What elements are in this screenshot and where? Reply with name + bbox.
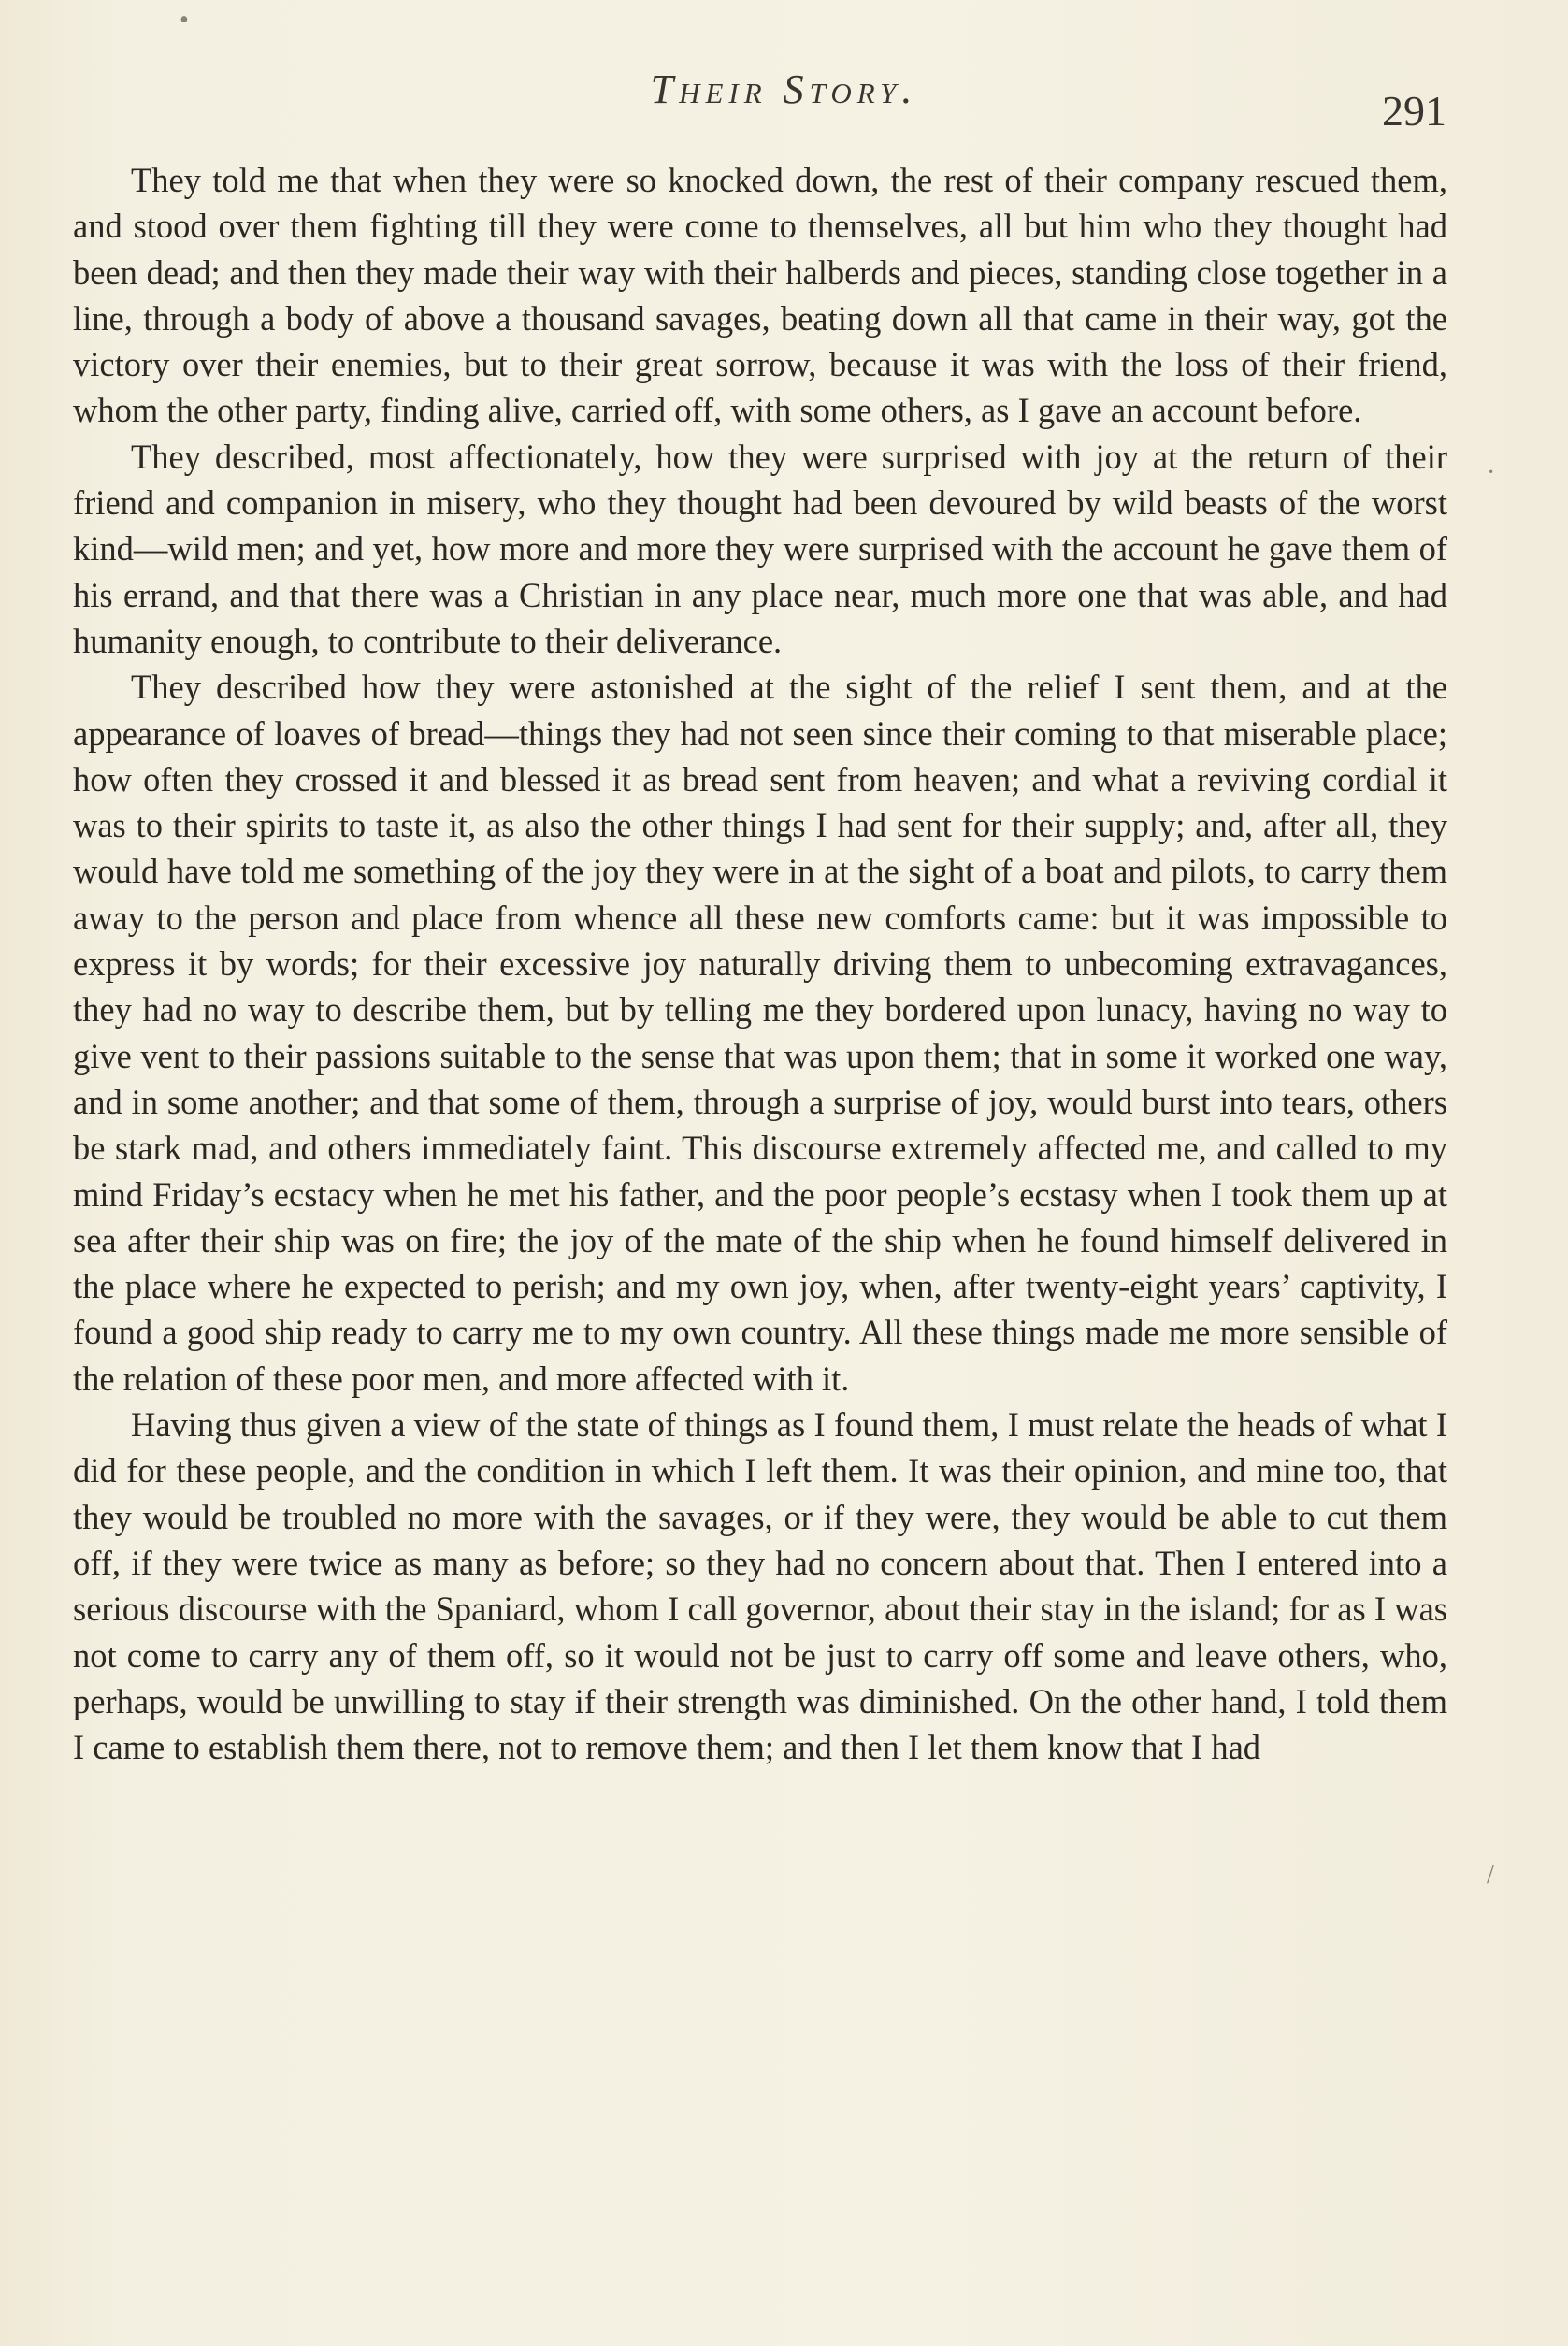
margin-speck: · bbox=[1487, 458, 1496, 487]
body-text bbox=[73, 157, 1447, 1770]
paragraph-1: They told me that when they were so knocked down, the rest of their company rescued them, and stood over them fighting till they were come to themselves, all but him who they thought had been dead; and then they made their way with their halberds and pieces, standing close together in a line, through a body of above a thousand savages, beating down all that came in their way, got the victory over their enemies, but to their great sorrow, because it was with the loss of their friend, whom the other party, finding alive, carried off, with some others, as I gave an account before. bbox=[73, 161, 1447, 430]
paragraph-3: They described how they were astonished at the sight of the relief I sent them, and at the appearance of loaves of bread—things they had not seen since their coming to that miserable place; how often they crossed it and blessed it as bread sent from heaven; and what a reviving cordial it was to their spirits to taste it, as also the other things I had sent for their supply; and, after all, they would have told me something of the joy they were in at the sight of a boat and pilots, to carry them away to the person and place from whence all these new comforts came: but it was impossible to express it by words; for their excessive joy naturally driving them to unbecoming extravagances, they had no way to describe them, but by telling me they bordered upon lunacy, having no way to give vent to their passions suitable to the sense that was upon them; that in some it worked one way, and in some another; and that some of them, through a surprise of joy, would burst into tears, others be stark mad, and others immediately faint. This discourse extremely affected me, and called to my mind Friday’s ecstacy when he met his father, and the poor people’s ecstasy when I took them up at sea after their ship was on fire; the joy of the mate of the ship when he found himself delivered in the place where he expected to perish; and my own joy, when, after twenty-eight years’ captivity, I found a good ship ready to carry me to my own country. All these things made me more sensible of the relation of these poor men, and more affected with it. bbox=[73, 668, 1447, 1398]
paragraph-4: Having thus given a view of the state of things as I found them, I must relate the heads of what I did for these people, and the condition in which I left them. It was their opinion, and mine too, that they would be troubled no more with the savages, or if they were, they would be able to cut them off, if they were twice as many as before; so they had no concern about that. Then I entered into a serious discourse with the Spaniard, whom I call governor, about their stay in the island; for as I was not come to carry any of them off, so it would not be just to carry off some and leave others, who, perhaps, would be unwilling to stay if their strength was diminished. On the other hand, I told them I came to establish them there, not to remove them; and then I let them know that I had bbox=[73, 1405, 1447, 1767]
paragraph-2: They described, most affectionately, how they were surprised with joy at the return of their friend and companion in misery, who they thought had been devoured by wild beasts of the worst kind—wild men; and yet, how more and more they were surprised with the account he gave them of his errand, and that there was a Christian in any place near, much more one that was able, and had humanity enough, to contribute to their deliverance. bbox=[73, 437, 1447, 660]
margin-speck: • bbox=[180, 6, 189, 35]
margin-speck: / bbox=[1487, 1861, 1494, 1890]
running-head: Their Story. bbox=[650, 66, 918, 112]
page-number: 291 bbox=[1382, 87, 1446, 135]
